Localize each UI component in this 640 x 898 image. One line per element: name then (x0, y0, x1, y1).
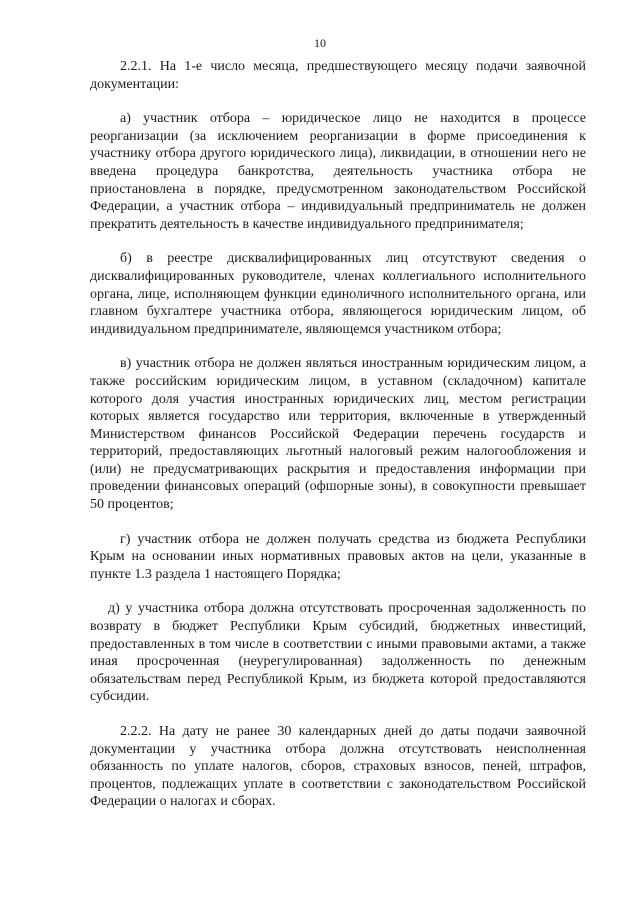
paragraph-2-2-1: 2.2.1. На 1-е число месяца, предшествующего месяцу подачи заявочной документации: (90, 59, 586, 92)
paragraph-item-v: в) участник отбора не должен являться иностранным юридическим лицом, а также российским юридическим лицом, в уставном (складочном) капитале которого доля участия иностранных юридических лиц, местом регистрации которых является государство или территория, включенные в утвержденный Министерством финансов Российской Федерации перечень государств и территорий, предоставляющих льготный налоговый режим налогообложения и (или) не предусматривающих раскрытия и предоставления информации при проведении финансовых операций (офшорные зоны), в совокупности превышает 50 процентов; (90, 356, 586, 513)
document-body (90, 58, 586, 828)
page-number: 10 (314, 36, 326, 50)
paragraph-item-b: б) в реестре дисквалифицированных лиц отсутствуют сведения о дисквалифицированных руководителе, членах коллегиального исполнительного органа, лице, исполняющем функции единоличного исполнительного органа, или главном бухгалтере участника отбора, являющегося юридическим лицом, об индивидуальном предпринимателе, являющемся участником отбора; (90, 251, 586, 337)
paragraph-item-g: г) участник отбора не должен получать средства из бюджета Республики Крым на основании иных нормативных правовых актов на цели, указанные в пункте 1.3 раздела 1 настоящего Порядка; (90, 531, 586, 582)
paragraph-item-d: д) у участника отбора должна отсутствовать просроченная задолженность по возврату в бюджет Республики Крым субсидий, бюджетных инвестиций, предоставленных в том числе в соответствии с иными правовыми актами, а также иная просроченная (неурегулированная) задолженность по денежным обязательствам перед Республикой Крым, из бюджета которой предоставляются субсидии. (90, 601, 586, 705)
paragraph-item-a: а) участник отбора – юридическое лицо не находится в процессе реорганизации (за исключением реорганизации в форме присоединения к участнику отбора другого юридического лица), ликвидации, в отношении него не введена процедура банкротства, деятельность участника отбора не приостановлена в порядке, предусмотренном законодательством Российской Федерации, а участник отбора – индивидуальный предприниматель не должен прекратить деятельность в качестве индивидуального предпринимателя; (90, 111, 586, 232)
paragraph-2-2-2: 2.2.2. На дату не ранее 30 календарных дней до даты подачи заявочной документации у участника отбора должна отсутствовать неисполненная обязанность по уплате налогов, сборов, страховых взносов, пеней, штрафов, процентов, подлежащих уплате в соответствии с законодательством Российской Федерации о налогах и сборах. (90, 724, 586, 810)
